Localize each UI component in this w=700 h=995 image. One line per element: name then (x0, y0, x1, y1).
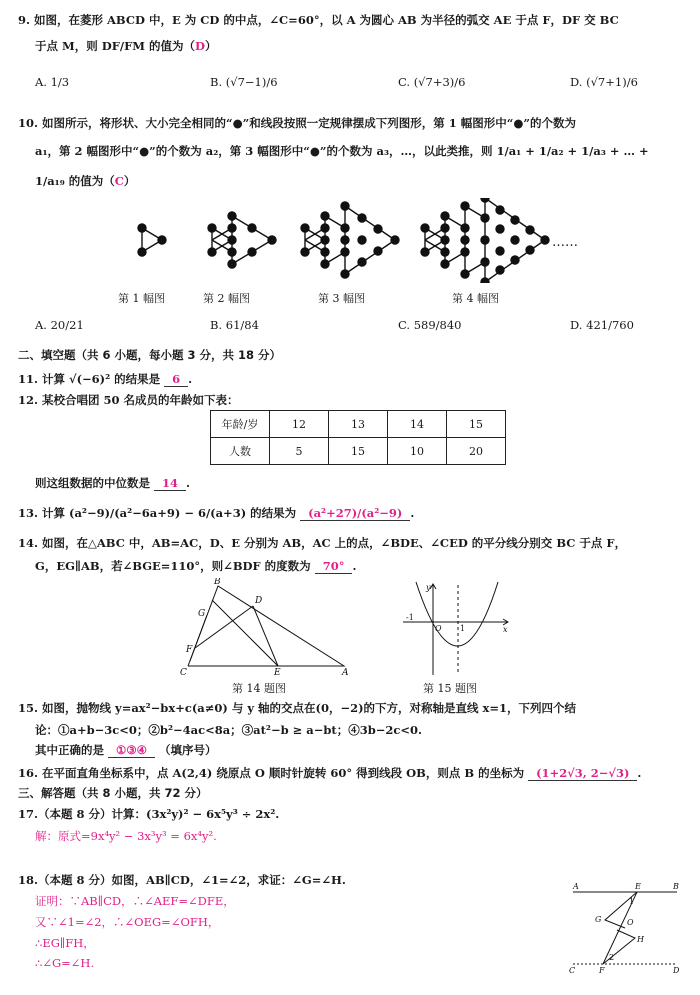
q15-suffix: （填序号） (158, 743, 217, 757)
q13-stem: 13. 计算 (a²−9)/(a²−6a+9) − 6/(a+3) 的结果为 (18, 506, 297, 520)
figure-15-caption: 第 15 题图 (423, 682, 477, 695)
label-a: A (573, 882, 579, 891)
q18-proof-line-1: 证明：∵AB∥CD，∴∠AEF=∠DFE， (35, 894, 235, 908)
section3-heading: 三、解答题（共 8 小题，共 72 分） (18, 786, 208, 800)
q14-line1: 14. 如图，在△ABC 中，AB=AC，D、E 分别为 AB，AC 上的点，∠BDE、∠CED 的平分线分别交 BC 于点 F， (18, 536, 627, 550)
figure-15 (398, 580, 518, 680)
label-o: O (627, 918, 634, 927)
q15-line1: 15. 如图，抛物线 y=ax²−bx+c(a≠0) 与 y 轴的交点在(0，−2)的下方，对称轴是直线 x=1，下列四个结 (18, 701, 577, 715)
q9-stem: 于点 M，则 DF/FM 的值为（ (35, 39, 195, 53)
q14-stem: G，EG∥AB，若∠BGE=110°，则∠BDF 的度数为 (35, 559, 311, 573)
table-cell: 15 (447, 411, 506, 438)
figure-3 (301, 202, 399, 278)
figure-1 (138, 224, 166, 256)
label-c: C (569, 966, 576, 975)
label-f: F (186, 645, 193, 655)
figure-2 (208, 212, 276, 268)
q9-close: ） (204, 39, 217, 53)
table-cell: 20 (447, 438, 506, 465)
q16: 16. 在平面直角坐标系中，点 A(2,4) 绕原点 O 顺时针旋转 60° 得到线段 OB，则点 B 的坐标为 (1+2√3, 2−√3) . (18, 766, 642, 780)
label-g: G (198, 609, 206, 619)
age-table (210, 410, 506, 465)
table-cell: 13 (329, 411, 388, 438)
q15-stem: 其中正确的是 (35, 743, 104, 757)
label-neg1: -1 (406, 613, 414, 622)
label-c: C (180, 668, 187, 678)
q10-option-a: A. 20/21 (35, 318, 84, 332)
label-o: O (435, 624, 442, 633)
q18-proof-line-4: ∴∠G=∠H. (35, 956, 95, 970)
q11-answer: 6 (164, 372, 188, 387)
q11-stem: 11. 计算 √(−6)² 的结果是 (18, 372, 161, 386)
table-cell: 5 (270, 438, 329, 465)
q10-stem: 1/a₁₉ 的值为（ (35, 174, 115, 188)
table-row (211, 438, 506, 465)
q9-answer: D (194, 39, 205, 53)
q9-option-d: D. (√7+1)/6 (570, 75, 638, 89)
label-d: D (255, 596, 263, 606)
table-cell: 12 (270, 411, 329, 438)
q10-line3 (35, 173, 135, 189)
label-angle-1: 1 (629, 897, 635, 906)
q17-stem: 17.（本题 8 分）计算：(3x²y)² − 6x⁵y³ ÷ 2x². (18, 807, 280, 821)
label-h: H (637, 935, 644, 944)
table-cell: 人数 (211, 438, 270, 465)
q10-line1: 10. 如图所示，将形状、大小完全相同的“●”和线段按照一定规律摆成下列图形，第 1 幅图形中“●”的个数为 (18, 116, 577, 130)
q13-answer: (a²+27)/(a²−9) (300, 506, 410, 521)
q12-stem: 12. 某校合唱团 50 名成员的年龄如下表： (18, 393, 239, 407)
q15-answer: ①③④ (108, 743, 155, 758)
figure-18 (565, 880, 685, 975)
label-b: B (214, 578, 221, 587)
q10-close: ） (123, 174, 136, 188)
q10-caption-3: 第 3 幅图 (318, 292, 365, 305)
q12-after-text: 则这组数据的中位数是 (35, 476, 150, 490)
table-cell: 年龄/岁 (211, 411, 270, 438)
label-y: y (426, 583, 431, 592)
q10-ellipsis: …… (552, 235, 578, 250)
label-e: E (274, 668, 281, 678)
q12-answer: 14 (154, 476, 186, 491)
label-e: E (635, 882, 641, 891)
q15-line2: 论：①a+b−3c<0；②b²−4ac<8a；③at²−b ≥ a−bt；④3b−2c<0. (35, 723, 423, 737)
q9-line1: 9. 如图，在菱形 ABCD 中，E 为 CD 的中点，∠C=60°，以 A 为圆心 AB 为半径的弧交 AE 于点 F，DF 交 BC (18, 13, 619, 27)
q10-line2: a₁，第 2 幅图形中“●”的个数为 a₂，第 3 幅图形中“●”的个数为 a₃，…，以此类推，则 1/a₁ + 1/a₂ + 1/a₃ + … + (35, 144, 649, 158)
q13: 13. 计算 (a²−9)/(a²−6a+9) − 6/(a+3) 的结果为 (a²+27)/(a²−9) . (18, 506, 415, 520)
q14-line2: G，EG∥AB，若∠BGE=110°，则∠BDF 的度数为 70° . (35, 559, 357, 573)
q18-proof-line-3: ∴EG∥FH， (35, 936, 95, 950)
label-x: x (503, 625, 508, 634)
label-b: B (673, 882, 679, 891)
q16-stem: 16. 在平面直角坐标系中，点 A(2,4) 绕原点 O 顺时针旋转 60° 得到线段 OB，则点 B 的坐标为 (18, 766, 525, 780)
label-pos1: 1 (460, 624, 466, 633)
table-row (211, 411, 506, 438)
q9-option-c: C. (√7+3)/6 (398, 75, 466, 89)
q10-figures (120, 198, 600, 283)
section2-heading: 二、填空题（共 6 小题，每小题 3 分，共 18 分） (18, 348, 282, 362)
q9-line2 (35, 38, 216, 54)
table-cell: 14 (388, 411, 447, 438)
label-a: A (342, 668, 349, 678)
q10-caption-1: 第 1 幅图 (118, 292, 165, 305)
q17-solution: 解：原式=9x⁴y² − 3x³y³ = 6x⁴y². (35, 829, 217, 843)
label-f: F (599, 966, 605, 975)
q10-option-d: D. 421/760 (570, 318, 634, 332)
q10-caption-4: 第 4 幅图 (452, 292, 499, 305)
label-d: D (673, 966, 680, 975)
q10-caption-2: 第 2 幅图 (203, 292, 250, 305)
label-angle-2: 2 (609, 953, 615, 962)
q15-line3 (35, 742, 216, 758)
q10-option-b: B. 61/84 (210, 318, 259, 332)
q11: 11. 计算 √(−6)² 的结果是 6 . (18, 372, 193, 386)
table-cell: 10 (388, 438, 447, 465)
q10-option-c: C. 589/840 (398, 318, 462, 332)
figure-14 (178, 578, 358, 678)
q12-after: 则这组数据的中位数是 14 . (35, 476, 191, 490)
q9-option-a: A. 1/3 (35, 75, 70, 89)
q18-proof-line-2: 又∵∠1=∠2，∴∠OEG=∠OFH， (35, 915, 220, 929)
label-g: G (595, 915, 602, 924)
q18-stem: 18.（本题 8 分）如图，AB∥CD，∠1=∠2，求证：∠G=∠H. (18, 873, 346, 887)
table-cell: 15 (329, 438, 388, 465)
q9-option-b: B. (√7−1)/6 (210, 75, 278, 89)
figure-4 (421, 198, 549, 283)
q14-answer: 70° (315, 559, 353, 574)
figure-14-caption: 第 14 题图 (232, 682, 286, 695)
q10-answer: C (114, 174, 124, 188)
q16-answer: (1+2√3, 2−√3) (528, 766, 637, 781)
